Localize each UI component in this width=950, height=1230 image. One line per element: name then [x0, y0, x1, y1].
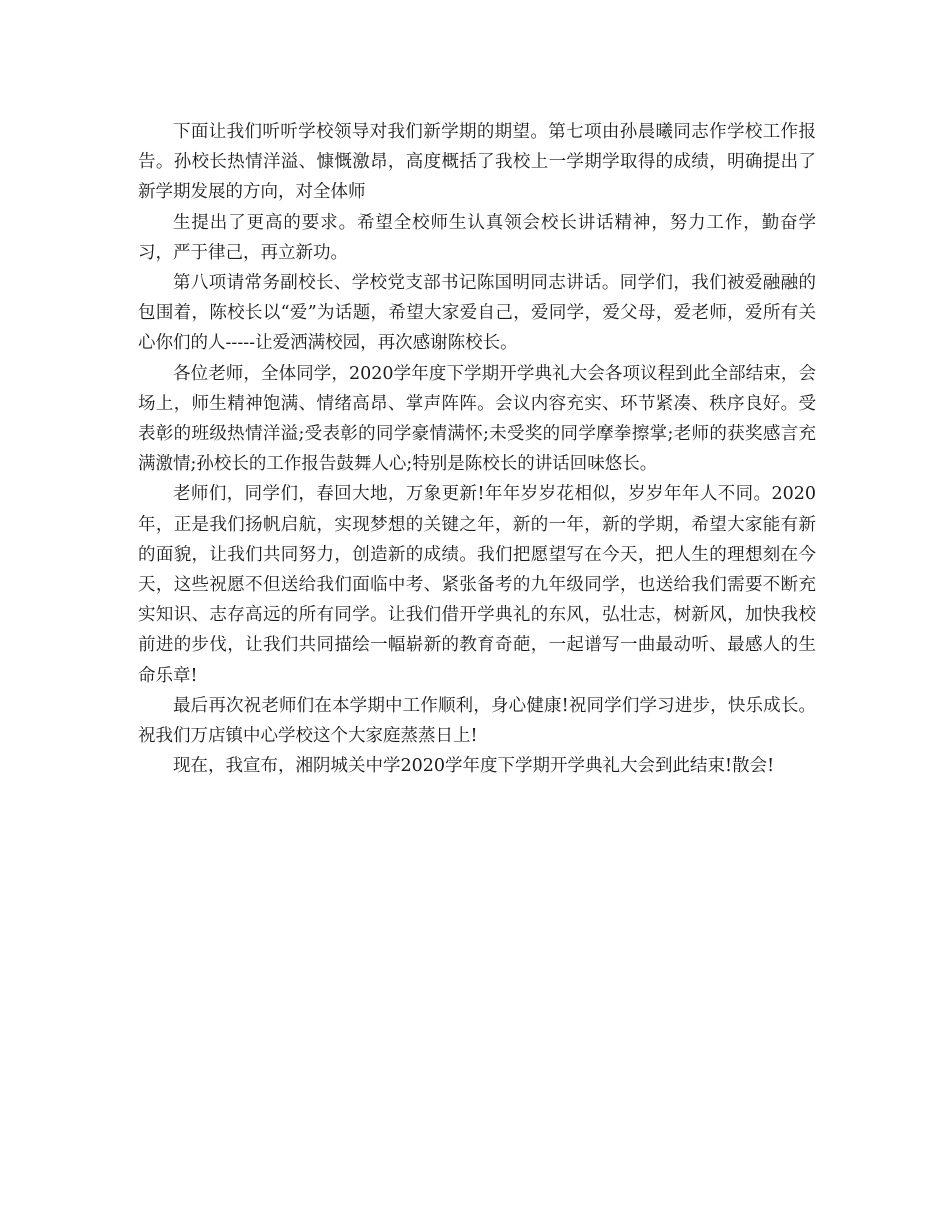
paragraph-final-blessing: 最后再次祝老师们在本学期中工作顺利，身心健康!祝同学们学习进步，快乐成长。祝我们万店镇中心学校这个大家庭蒸蒸日上! — [138, 695, 816, 747]
paragraph-vice-principal-speech: 第八项请常务副校长、学校党支部书记陈国明同志讲话。同学们，我们被爱融融的包围着，陈校长以“爱”为话题，希望大家爱自己，爱同学，爱父母，爱老师，爱所有关心你们的人-----让爱洒满校园，再次感谢陈校长。 — [138, 273, 816, 354]
paragraph-closing-announcement: 现在，我宣布，湘阴城关中学2020学年度下学期开学典礼大会到此结束!散会! — [173, 756, 775, 777]
document-body — [138, 117, 816, 781]
paragraph-requirements: 生提出了更高的要求。希望全校师生认真领会校长讲话精神，努力工作，勤奋学习，严于律己，再立新功。 — [138, 212, 816, 263]
paragraph-new-semester-wishes: 老师们，同学们，春回大地，万象更新!年年岁岁花相似，岁岁年年人不同。2020年，正是我们扬帆启航，实现梦想的关键之年，新的一年，新的学期，希望大家能有新的面貌，让我们共同努力，创造新的成绩。我们把愿望写在今天，把人生的理想刻在今天，这些祝愿不但送给我们面临中考、紧张备考的九年级同学，也送给我们需要不断充实知识、志存高远的所有同学。让我们借开学典礼的东风，弘壮志，树新风，加快我校前进的步伐，让我们共同描绘一幅崭新的教育奇葩，一起谱写一曲最动听、最感人的生命乐章! — [138, 484, 816, 686]
paragraph-ceremony-summary: 各位老师，全体同学，2020学年度下学期开学典礼大会各项议程到此全部结束，会场上，师生精神饱满、情绪高昂、掌声阵阵。会议内容充实、环节紧凑、秩序良好。受表彰的班级热情洋溢;受表彰的同学豪情满怀;未受奖的同学摩拳擦掌;老师的获奖感言充满激情;孙校长的工作报告鼓舞人心;特别是陈校长的讲话回味悠长。 — [138, 363, 816, 475]
paragraph-work-report: 下面让我们听听学校领导对我们新学期的期望。第七项由孙晨曦同志作学校工作报告。孙校长热情洋溢、慷慨激昂，高度概括了我校上一学期学取得的成绩，明确提出了新学期发展的方向，对全体师 — [138, 122, 816, 203]
